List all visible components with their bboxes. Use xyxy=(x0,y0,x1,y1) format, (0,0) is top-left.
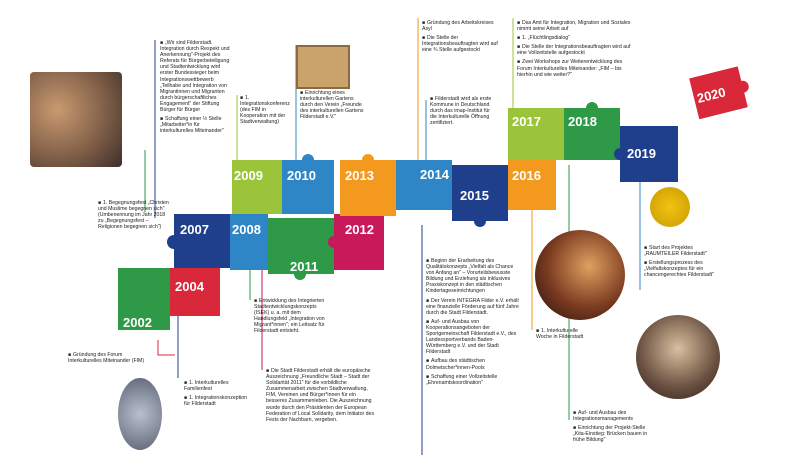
n2015-item: ■ Schaffung einer Vollzeitstelle „Ehrenamtskoordination" xyxy=(426,374,522,386)
n2007-item: ■ 1. Begegnungsfest „Christen und Muslime begegnen sich" (Umbenennung im Jahr 2018 zu „Begegnungsfest – Religionen begegnen sich") xyxy=(98,200,172,230)
year-label-2018: 2018 xyxy=(568,114,597,129)
year-label-2013: 2013 xyxy=(345,168,374,183)
note-2010 xyxy=(300,90,366,123)
n2015-item: ■ Auf- und Ausbau von Kooperationsangeboten der Sportgemeinschaft Filderstadt e.V., des Landessportverbands Baden-Württemberg e.V. und der Stadt Filderstadt xyxy=(426,319,522,356)
connector-2002 xyxy=(158,340,175,355)
n2015-item: ■ Aufbau des städtischen Dolmetscher*innen-Pools xyxy=(426,358,522,370)
year-label-2008: 2008 xyxy=(232,222,261,237)
puzzle-piece-2015 xyxy=(452,165,508,227)
photo-familienfest xyxy=(118,378,162,450)
n2014-item: ■ Filderstadt wird als erste Kommune in Deutschland durch das imap-Institut für die Interkulturelle Öffnung zertifiziert. xyxy=(430,96,492,126)
puzzle-piece-2014 xyxy=(396,160,458,210)
n2004-item: ■ 1. Interkulturelles Familienfest xyxy=(184,380,254,392)
puzzle-piece-2017 xyxy=(508,108,570,160)
note-2019 xyxy=(644,245,714,281)
puzzle-piece-2012 xyxy=(328,214,384,270)
note-2012 xyxy=(266,368,376,426)
puzzle-piece-2010 xyxy=(282,154,334,214)
puzzle-piece-2009 xyxy=(232,160,288,214)
n2012-item: ■ Die Stadt Filderstadt erhält die europäische Auszeichnung „Freundliche Stadt – Stadt der Solidarität 2011" für die vorbildliche Zusammenarbeit zwischen Stadtverwaltung, FIM, Vereinen und Bürger*innen für ein besseres Zusammenleben. Die Auszeichnung wurde durch den Präsidenten der European Federation of Local Solidarity, dem Initiator des Fests der Nachbarn, vergeben. xyxy=(266,368,376,423)
year-label-2015: 2015 xyxy=(460,188,489,203)
n2019-item: ■ Start des Projektes „RAUMTEILER Filderstadt" xyxy=(644,245,714,257)
puzzle-piece-2019 xyxy=(614,126,678,182)
puzzle-piece-2016 xyxy=(508,154,556,210)
puzzle-piece-2018 xyxy=(564,102,620,160)
photo-begegnungsfest xyxy=(30,72,122,167)
n2018-item: ■ Einrichtung der Projekt-Stelle „Kita-Einstieg: Brücken bauen in frühe Bildung" xyxy=(573,425,653,443)
n2017-item: ■ Das Amt für Integration, Migration und Soziales nimmt seine Arbeit auf xyxy=(517,20,637,32)
n2016-item: ■ 1. Interkulturelle Woche in Filderstadt xyxy=(536,328,586,340)
note-2018 xyxy=(573,410,653,446)
year-label-2002: 2002 xyxy=(123,315,152,330)
note-2004 xyxy=(184,380,254,410)
n2017-item: ■ 1. „Flüchtlingsdialog" xyxy=(517,35,637,41)
year-label-2019: 2019 xyxy=(627,146,656,161)
n2017-item: ■ Zwei Workshops zur Weiterentwicklung des Forum Interkulturelles Miteinander: „FIM – bis hierhin und wie weiter?" xyxy=(517,59,637,77)
n2002-item: ■ Gründung des Forum Interkulturelles Miteinander (FIM) xyxy=(68,352,148,364)
year-label-2012: 2012 xyxy=(345,222,374,237)
year-label-2014: 2014 xyxy=(420,167,449,182)
note-2017 xyxy=(517,20,637,81)
year-label-2017: 2017 xyxy=(512,114,541,129)
n2013-item: ■ Die Stelle der Integrationsbeauftragten wird auf eine ¾ Stelle aufgestockt xyxy=(422,35,498,53)
puzzle-piece-2002 xyxy=(118,268,177,330)
note-2007 xyxy=(98,200,172,233)
year-label-2010: 2010 xyxy=(287,168,316,183)
puzzle-piece-2004 xyxy=(170,262,220,316)
note-2016 xyxy=(536,328,586,343)
year-label-2016: 2016 xyxy=(512,168,541,183)
n2015-item: ■ Beginn der Erarbeitung des Qualitätskonzepts „Vielfalt als Chance von Anfang an" – Vorurteilsbewusste Bildung und Erziehung als inklusives Praxiskonzept in den städtischen Kindertageseinrichtungen xyxy=(426,258,522,295)
photo-interkulturelle-woche xyxy=(535,230,625,320)
note-2011 xyxy=(254,298,332,338)
n2011-item: ■ Entwicklung des Integrierten Stadtentwicklungskonzepts (ISEK) u. a. mit dem Handlungsfeld „Integration von Migrant*innen"; ein Leitsatz für Filderstadt entsteht. xyxy=(254,298,332,335)
n2009-item: ■ 1. Integrationskonferenz (des FIM in Kooperation mit der Stadtverwaltung) xyxy=(240,95,286,125)
puzzle-piece-2007 xyxy=(167,214,230,268)
year-label-2004: 2004 xyxy=(175,279,204,294)
photo-vielfaltskonzept xyxy=(636,315,720,399)
note-2015 xyxy=(426,258,522,389)
n2015-item: ■ Der Verein INTEGRA Filder e.V. erhält eine finanzielle Förderung auf fünf Jahre durch die Stadt Filderstadt. xyxy=(426,298,522,316)
year-label-2007: 2007 xyxy=(180,222,209,237)
year-label-2011: 2011 xyxy=(290,259,319,274)
puzzle-piece-2008 xyxy=(230,208,268,270)
year-label-2020: 2020 xyxy=(695,84,728,106)
n2008-item: ■ Schaffung einer ½ Stelle „Mitarbeiter*in für interkulturelles Miteinander" xyxy=(160,116,232,134)
n2013-item: ■ Gründung des Arbeitskreises Asyl xyxy=(422,20,498,32)
note-2013 xyxy=(422,20,498,56)
photo-world-map xyxy=(296,45,350,89)
n2008-item: ■ „Wir sind Filderstadt. Integration durch Respekt und Anerkennung"-Projekt des Referats für Bürgerbeteiligung und Stadtentwicklung wird erster Bundessieger beim Integrationswettbewerb „Teilhabe und Integration von Migrantinnen und Migranten durch bürgerschaftliches Engagement" der Stiftung Bürger für Bürger xyxy=(160,40,232,113)
puzzle-piece-2020 xyxy=(689,65,753,119)
raumteiler-mascot-icon xyxy=(650,187,690,227)
n2004-item: ■ 1. Integrationskonzeption für Filderstadt xyxy=(184,395,254,407)
n2018-item: ■ Auf- und Ausbau des Integrationsmanagements xyxy=(573,410,653,422)
note-2008 xyxy=(160,40,232,137)
puzzle-piece-2011 xyxy=(268,218,334,280)
n2017-item: ■ Die Stelle der Integrationsbeauftragten wird auf eine Vollzeitstelle aufgestockt xyxy=(517,44,637,56)
n2010-item: ■ Einrichtung eines interkulturellen Gartens durch den Verein „Freunde des interkulturellen Gartens Filderstadt e.V." xyxy=(300,90,366,120)
year-label-2009: 2009 xyxy=(234,168,263,183)
n2019-item: ■ Erstellungsprozess des „Vielfaltskonzeptes für ein chancengerechtes Filderstadt" xyxy=(644,260,714,278)
note-2002 xyxy=(68,352,148,367)
puzzle-piece-2013 xyxy=(340,154,396,216)
note-2009 xyxy=(240,95,290,128)
note-2014 xyxy=(430,96,492,129)
